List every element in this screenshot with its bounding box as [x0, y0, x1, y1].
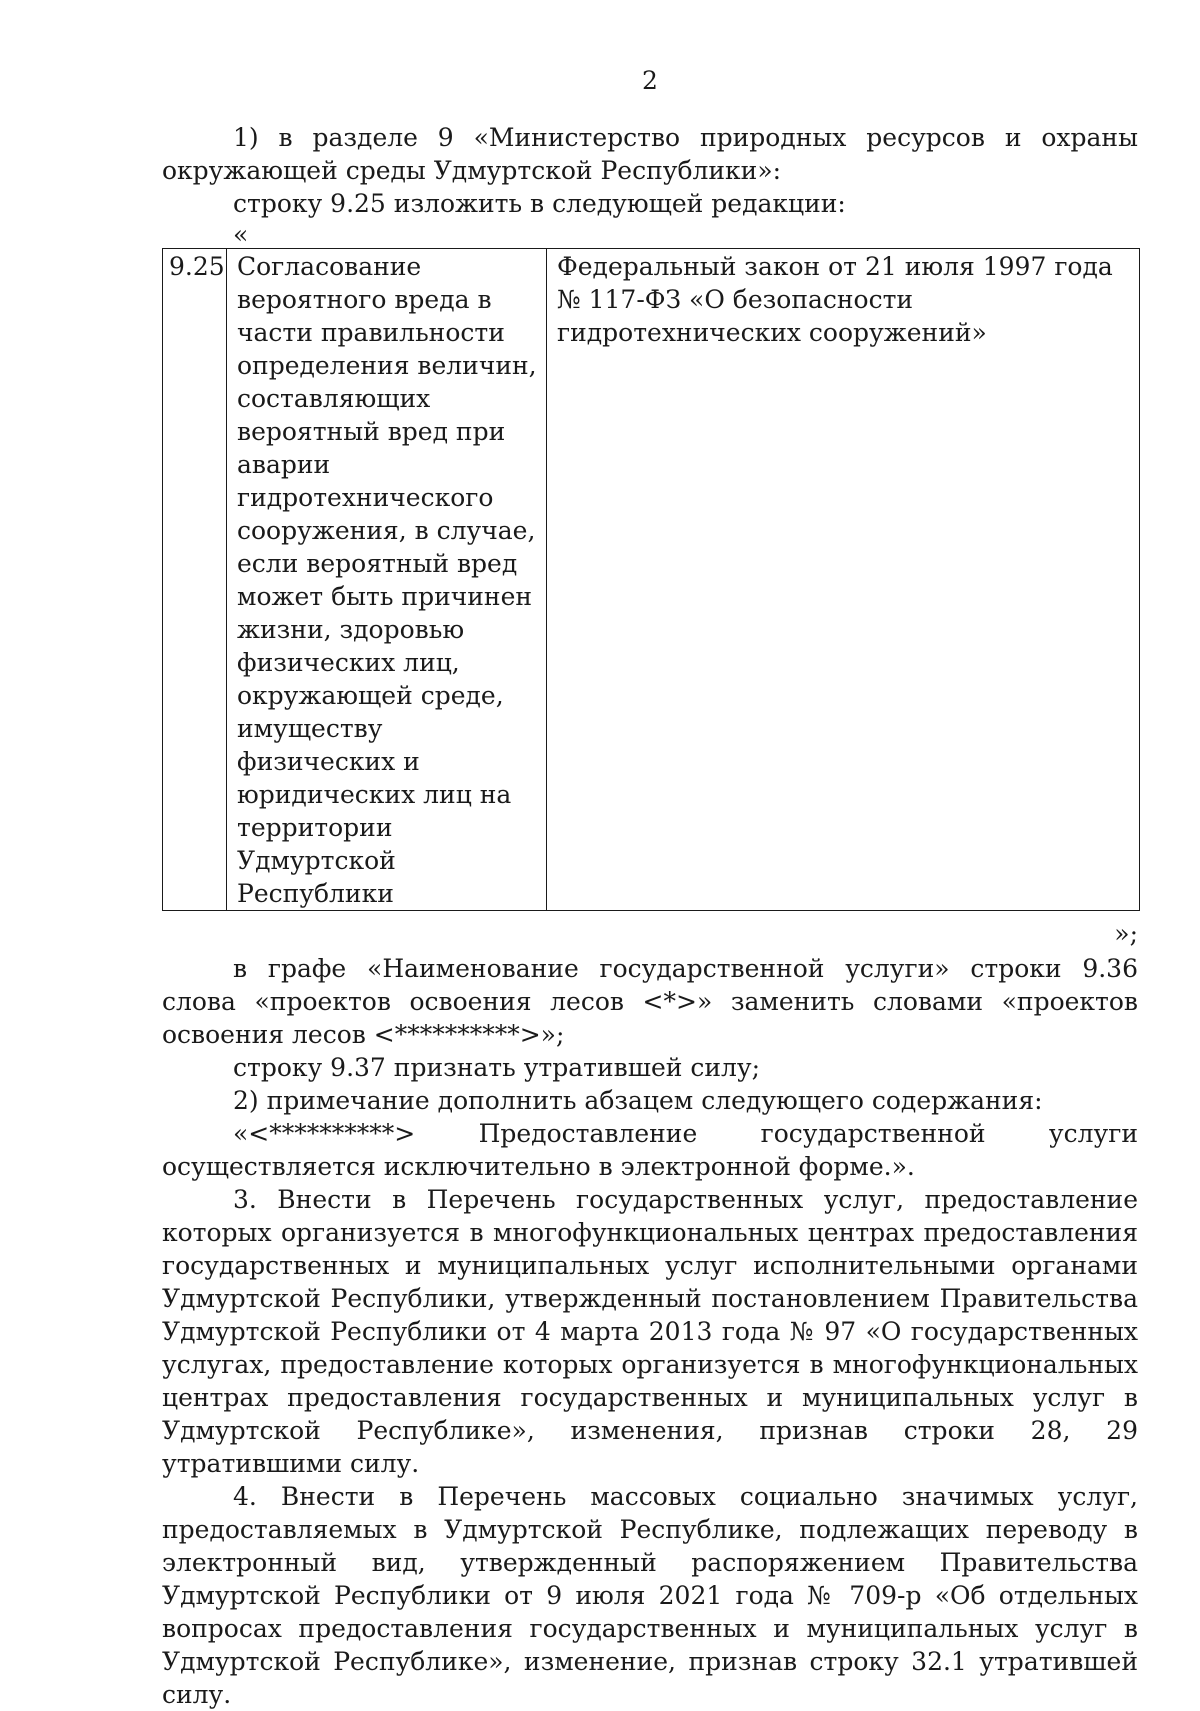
table-row [163, 249, 1140, 911]
paragraph-note-text: «<**********> Предоставление государственной услуги осуществляется исключительно в электронной форме.». [162, 1119, 1138, 1181]
paragraph-section-9: 1) в разделе 9 «Министерство природных ресурсов и охраны окружающей среды Удмуртской Республики»: [162, 123, 1138, 185]
paragraph-row-9-25-intro: строку 9.25 изложить в следующей редакции: [233, 189, 846, 218]
closing-quote: »; [1114, 919, 1138, 948]
page-number: 2 [642, 66, 658, 95]
service-name-cell: Согласование вероятного вреда в части правильности определения величин, составляющих вероятный вред при аварии гидротехнического сооружения, в случае, если вероятный вред может быть причинен жизни, здоровью физических лиц, окружающей среде, имуществу физических и юридических лиц на территории Удмуртской Республики [227, 249, 547, 911]
opening-quote: « [233, 220, 249, 249]
row-number-cell: 9.25 [163, 249, 227, 911]
paragraph-item-3: 3. Внести в Перечень государственных услуг, предоставление которых организуется в многофункциональных центрах предоставления государственных и муниципальных услуг исполнительными органами Удмуртской Республики, утвержденный постановлением Правительства Удмуртской Республики от 4 марта 2013 года № 97 «О государственных услугах, предоставление которых организуется в многофункциональных центрах предоставления государственных и муниципальных услуг в Удмуртской Республике», изменения, признав строки 28, 29 утратившими силу. [162, 1185, 1138, 1478]
amendment-table [162, 248, 1140, 911]
paragraph-item-4: 4. Внести в Перечень массовых социально значимых услуг, предоставляемых в Удмуртской Республике, подлежащих переводу в электронный вид, утвержденный распоряжением Правительства Удмуртской Республики от 9 июля 2021 года № 709-р «Об отдельных вопросах предоставления государственных и муниципальных услуг в Удмуртской Республике», изменение, признав строку 32.1 утратившей силу. [162, 1482, 1138, 1709]
paragraph-row-9-37: строку 9.37 признать утратившей силу; [233, 1053, 761, 1082]
paragraph-note-intro: 2) примечание дополнить абзацем следующего содержания: [233, 1086, 1043, 1115]
legal-basis-cell: Федеральный закон от 21 июля 1997 года № 117-ФЗ «О безопасности гидротехнических сооружений» [547, 249, 1140, 911]
paragraph-row-9-36: в графе «Наименование государственной услуги» строки 9.36 слова «проектов освоения лесов <*>» заменить словами «проектов освоения лесов <**********>»; [162, 954, 1138, 1049]
document-page [162, 64, 1138, 1711]
